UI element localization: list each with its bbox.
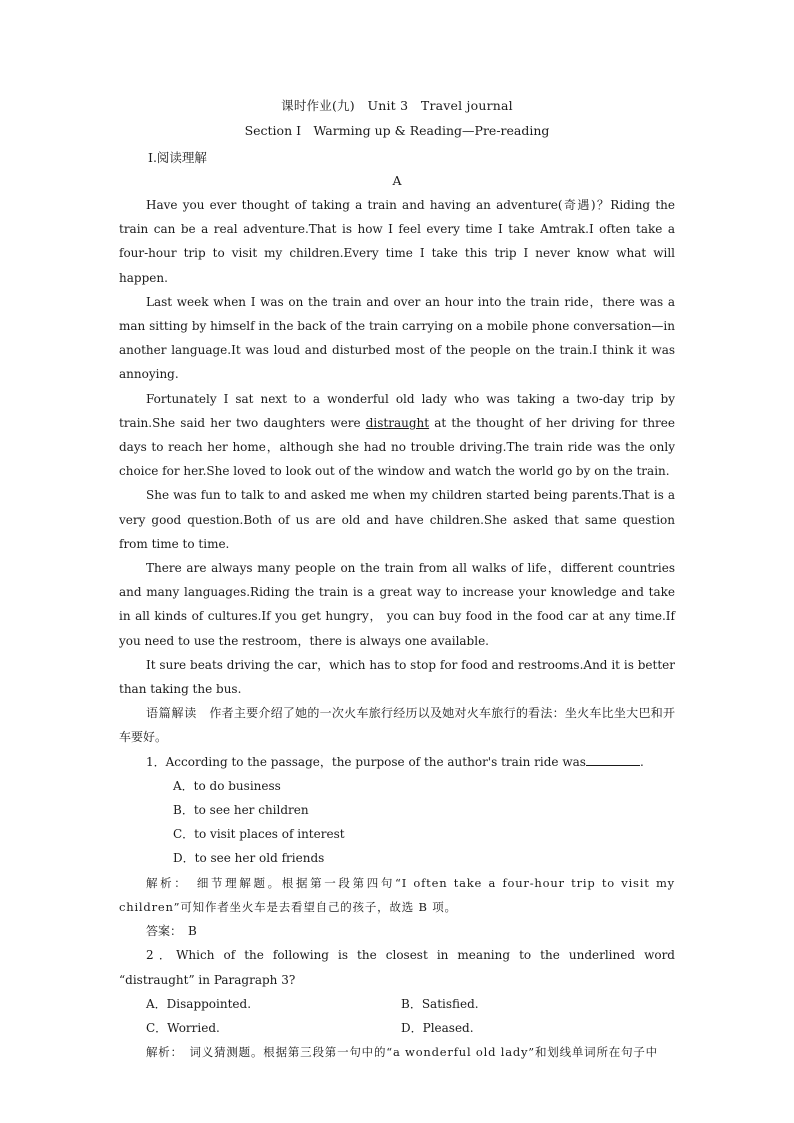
paragraph-3-text-before: Fortunately I sat next to a wonderful old lady who was taking a two-day trip by train.She said her two daughters were <box>119 391 675 430</box>
page-title: 课时作业(九) Unit 3 Travel journal <box>281 98 513 113</box>
question-2-option-b: B．Satisfied. <box>401 996 479 1011</box>
question-1-option-c: C．to visit places of interest <box>173 827 345 842</box>
page-subtitle: Section Ⅰ Warming up & Reading—Pre-reading <box>244 123 550 138</box>
question-2-options-row-1 <box>119 992 675 1016</box>
paragraph-3-text-after: at the thought of her driving for three days to reach her home，although she had no trouble driving.The train ride was the only choice for her.She loved to look out of the window and watch the world go by on the train. <box>119 415 675 479</box>
analysis-text: 词义猜测题。根据第三段第一句中的“a wonderful old lady”和划线单词所在句子中 <box>189 1045 658 1060</box>
question-2-stem: 2．Which of the following is the closest in meaning to the underlined word “distraught” in Paragraph 3? <box>119 948 675 987</box>
passage-paragraph-3 <box>119 387 675 484</box>
summary-paragraph <box>119 701 675 749</box>
question-1-stem <box>119 750 675 774</box>
question-1-option-a: A．to do business <box>173 778 281 793</box>
passage-paragraph-2: Last week when I was on the train and over an hour into the train ride，there was a man sitting by himself in the back of the train carrying on a mobile phone conversation—in another language.It was loud and disturbed most of the people on the train.I think it was annoying. <box>119 294 675 382</box>
question-1-analysis <box>119 871 675 919</box>
summary-label: 语篇解读 <box>146 706 198 721</box>
question-1-option-b: B．to see her children <box>173 803 309 818</box>
analysis-label: 解析： <box>146 875 183 890</box>
answer-value: B <box>188 924 197 939</box>
question-2-options-row-2 <box>119 1016 675 1040</box>
question-1-answer <box>119 919 675 943</box>
question-1-option-d: D．to see her old friends <box>173 851 325 866</box>
question-2-analysis <box>119 1040 675 1064</box>
passage-letter: A <box>392 173 402 188</box>
answer-label: 答案： <box>146 924 177 939</box>
question-2-option-c: C．Worried. <box>146 1020 220 1035</box>
analysis-label: 解析： <box>146 1045 178 1060</box>
underlined-word: distraught <box>365 415 430 430</box>
question-2-option-d: D．Pleased. <box>401 1020 474 1035</box>
question-1-stem-text: 1．According to the passage，the purpose of the author's train ride was <box>146 754 586 769</box>
passage-paragraph-1: Have you ever thought of taking a train and having an adventure(奇遇)？Riding the train can be a real adventure.That is how I feel every time I take Amtrak.I often take a four-hour trip to visit my children.Every time I take this trip I never know what will happen. <box>119 198 675 285</box>
analysis-text: 细节理解题。根据第一段第四句“I often take a four-hour trip to visit my children”可知作者坐火车是去看望自己的孩子，故选 B 项。 <box>119 875 675 914</box>
answer-blank <box>586 754 640 766</box>
passage-paragraph-4: She was fun to talk to and asked me when my children started being parents.That is a very good question.Both of us are old and have children.She asked that same question from time to time. <box>119 488 675 551</box>
summary-text: 作者主要介绍了她的一次火车旅行经历以及她对火车旅行的看法：坐火车比坐大巴和开车要好。 <box>119 706 675 745</box>
question-1-stem-end: . <box>639 754 644 769</box>
main-content <box>119 193 675 1064</box>
passage-paragraph-6: It sure beats driving the car，which has to stop for food and restrooms.And it is better than taking the bus. <box>119 657 675 697</box>
section-label: Ⅰ.阅读理解 <box>148 150 207 165</box>
question-2-option-a: A．Disappointed. <box>146 996 252 1011</box>
passage-paragraph-5: There are always many people on the train from all walks of life，different countries and many languages.Riding the train is a great way to increase your knowledge and take in all kinds of cultures.If you get hungry， you can buy food in the food car at any time.If you need to use the restroom，there is always one available. <box>119 561 675 648</box>
